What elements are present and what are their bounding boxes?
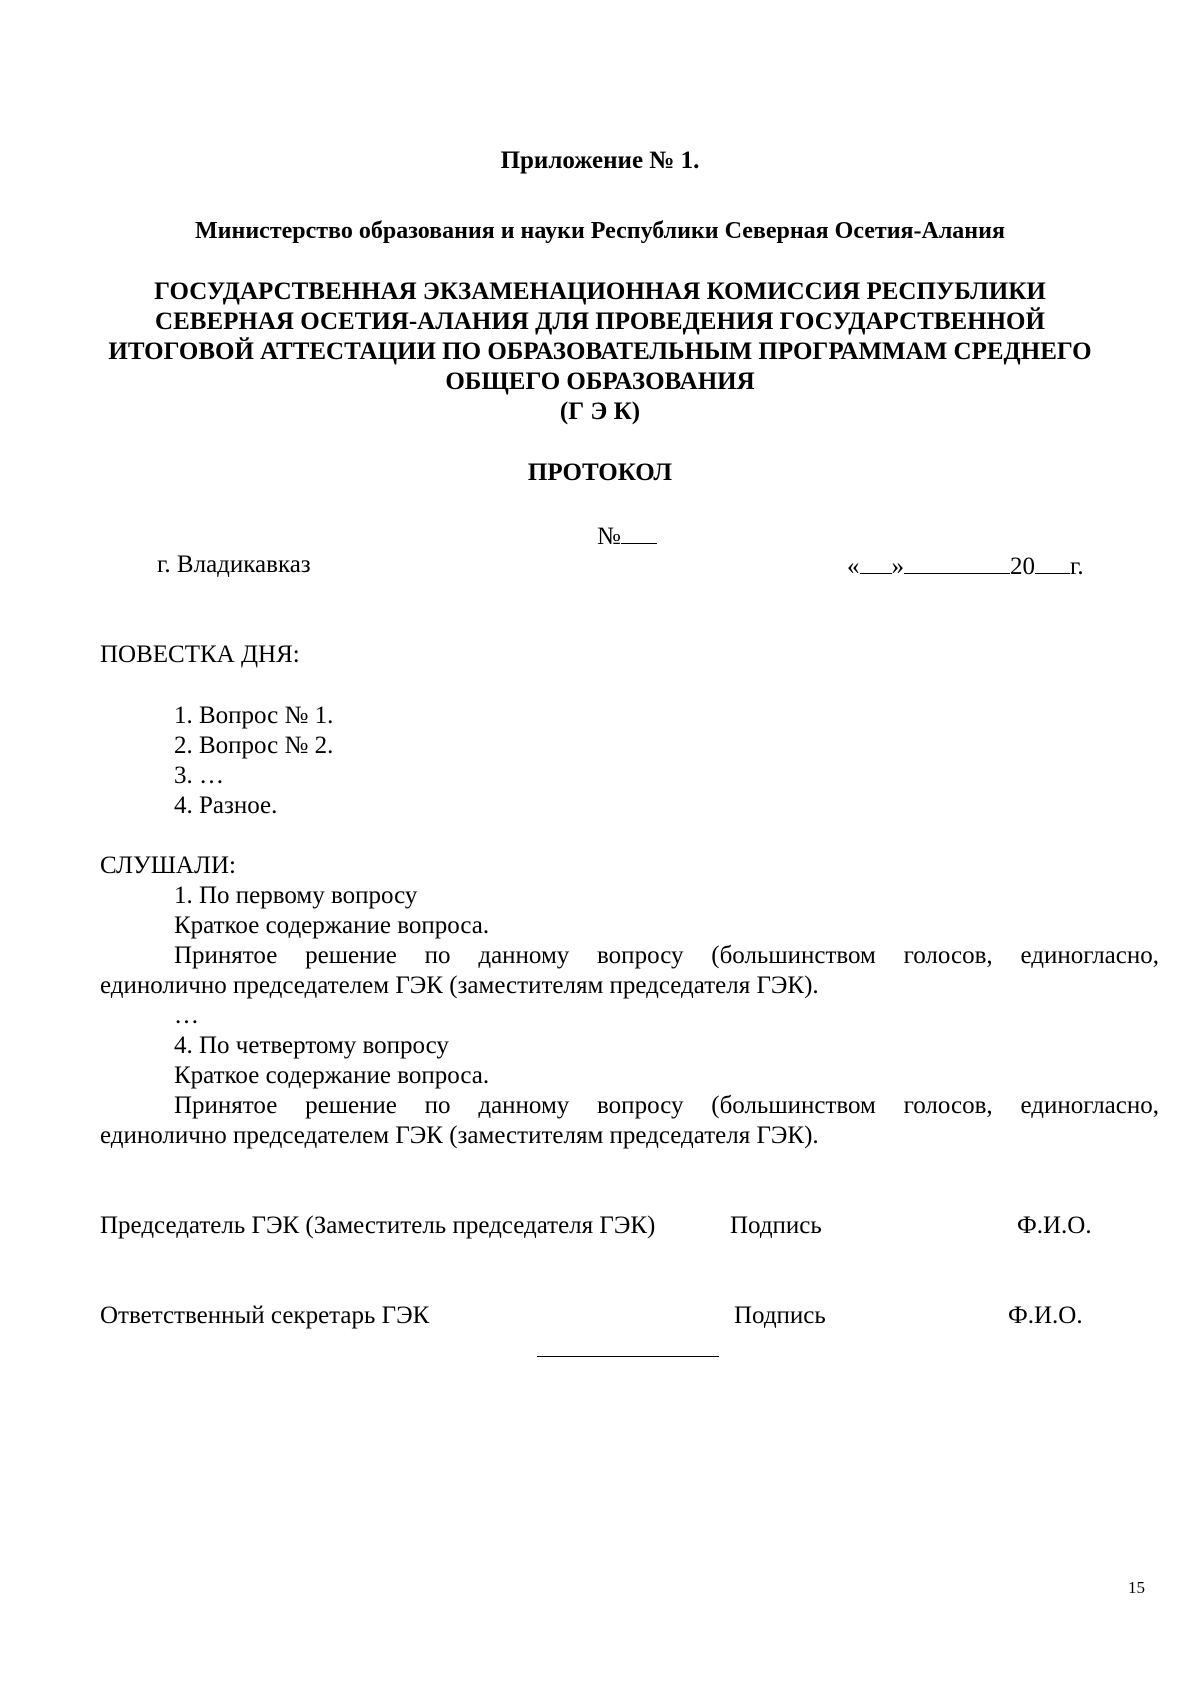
agenda-item: 4. Разное. [174,792,278,819]
signature-label: Подпись [730,1212,822,1239]
number-blank [621,521,657,544]
protocol-number [597,521,657,551]
commission-line: СЕВЕРНАЯ ОСЕТИЯ-АЛАНИЯ ДЛЯ ПРОВЕДЕНИЯ ГОСУДАРСТВЕННОЙ [155,308,1045,335]
heard-question-title: 4. По четвертому вопросу [174,1032,449,1059]
separator-line [537,1356,719,1357]
heard-ellipsis: … [174,1002,199,1029]
number-sign: № [597,523,621,550]
signature-role: Председатель ГЭК (Заместитель председателя ГЭК) [100,1212,656,1239]
signature-label: Подпись [734,1302,826,1329]
heard-decision-line: Принятое решение по данному вопросу (большинством голосов, единогласно, [174,942,1159,969]
agenda-item: 3. … [174,762,224,789]
appendix-title: Приложение № 1. [500,147,700,174]
date-field [847,551,1084,581]
commission-line: ГОСУДАРСТВЕННАЯ ЭКЗАМЕНАЦИОННАЯ КОМИССИЯ РЕСПУБЛИКИ [154,278,1046,305]
protocol-title: ПРОТОКОЛ [527,459,673,486]
page-number: 15 [1128,1578,1145,1597]
agenda-item: 1. Вопрос № 1. [174,702,334,729]
signature-name: Ф.И.О. [1017,1212,1092,1239]
day-blank [860,551,892,574]
year-suffix: г. [1070,553,1084,580]
commission-heading [60,277,1140,427]
date-close-quote: » [891,553,904,580]
signature-name: Ф.И.О. [1008,1302,1083,1329]
commission-abbreviation: (Г Э К) [559,398,641,425]
date-open-quote: « [847,553,860,580]
heard-decision-line: Принятое решение по данному вопросу (большинством голосов, единогласно, [174,1092,1159,1119]
month-blank [904,551,1010,574]
commission-line: ОБЩЕГО ОБРАЗОВАНИЯ [445,368,755,395]
agenda-item: 2. Вопрос № 2. [174,732,334,759]
city: г. Владикавказ [157,551,311,578]
heard-decision-line: единолично председателем ГЭК (заместителям председателя ГЭК). [100,1122,819,1149]
agenda-heading: ПОВЕСТКА ДНЯ: [100,641,300,668]
heard-question-summary: Краткое содержание вопроса. [174,1062,490,1089]
heard-heading: СЛУШАЛИ: [100,852,236,879]
commission-line: ИТОГОВОЙ АТТЕСТАЦИИ ПО ОБРАЗОВАТЕЛЬНЫМ ПРОГРАММАМ СРЕДНЕГО [108,338,1092,365]
heard-question-summary: Краткое содержание вопроса. [174,912,490,939]
ministry-name: Министерство образования и науки Республики Северная Осетия-Алания [195,218,1005,244]
heard-decision-line: единолично председателем ГЭК (заместителям председателя ГЭК). [100,972,819,999]
heard-question-title: 1. По первому вопросу [174,882,418,909]
year-prefix: 20 [1010,553,1035,580]
signature-role: Ответственный секретарь ГЭК [100,1302,430,1329]
year-blank [1035,551,1070,574]
